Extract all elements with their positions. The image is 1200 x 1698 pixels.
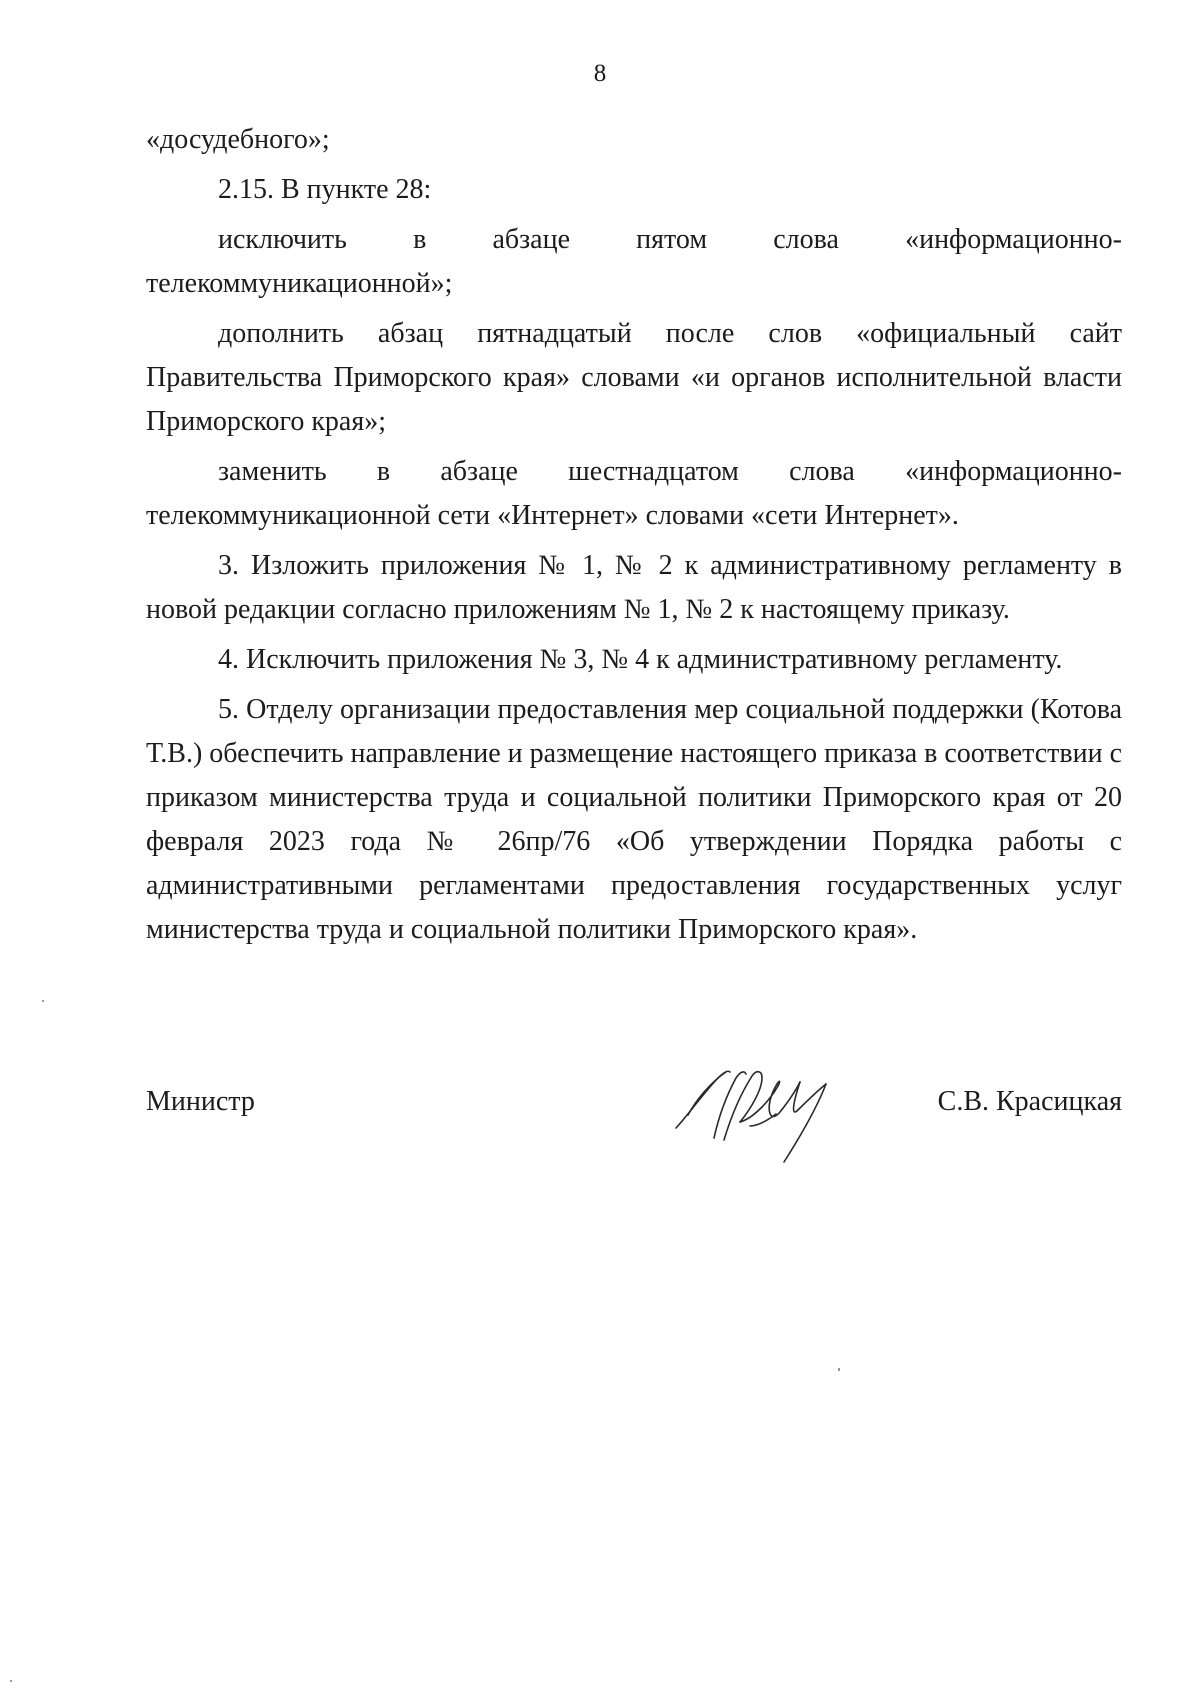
scan-speck xyxy=(838,1368,840,1371)
paragraph-item-4: 4. Исключить приложения № 3, № 4 к административному регламенту. xyxy=(218,644,1063,675)
paragraph-item-5: 5. Отделу организации предоставления мер социальной поддержки (Котова Т.В.) обеспечить направление и размещение настоящего приказа в соответствии с приказом министерства труда и социальной политики Приморского края от 20 февраля 2023 года № 26пр/76 «Об утверждении Порядка работы с административными регламентами предоставления государственных услуг министерства труда и социальной политики Приморского края». xyxy=(146,694,1122,945)
handwritten-signature xyxy=(666,1060,866,1170)
paragraph-item-3: 3. Изложить приложения № 1, № 2 к административному регламенту в новой редакции согласно приложениям № 1, № 2 к настоящему приказу. xyxy=(146,550,1122,625)
paragraph-exclude-line: исключить в абзаце пятом слова «информационно- xyxy=(218,224,1122,255)
document-body xyxy=(146,118,1122,952)
scan-speck xyxy=(42,1000,44,1002)
paragraph-2-15: 2.15. В пункте 28: xyxy=(218,174,432,205)
paragraph-exclude-continuation: телекоммуникационной»; xyxy=(146,268,453,299)
paragraph-continuation: «досудебного»; xyxy=(146,124,330,155)
signatory-name: С.В. Красицкая xyxy=(937,1086,1122,1117)
page-number: 8 xyxy=(593,60,607,87)
signatory-title: Министр xyxy=(146,1086,255,1117)
paragraph-replace-continuation: телекоммуникационной сети «Интернет» словами «сети Интернет». xyxy=(146,500,959,531)
paragraph-replace-line: заменить в абзаце шестнадцатом слова «информационно- xyxy=(218,456,1122,487)
scan-speck xyxy=(10,1680,12,1682)
signature-block xyxy=(146,1080,1122,1140)
paragraph-supplement: дополнить абзац пятнадцатый после слов «официальный сайт Правительства Приморского края» словами «и органов исполнительной власти Приморского края»; xyxy=(146,318,1122,437)
